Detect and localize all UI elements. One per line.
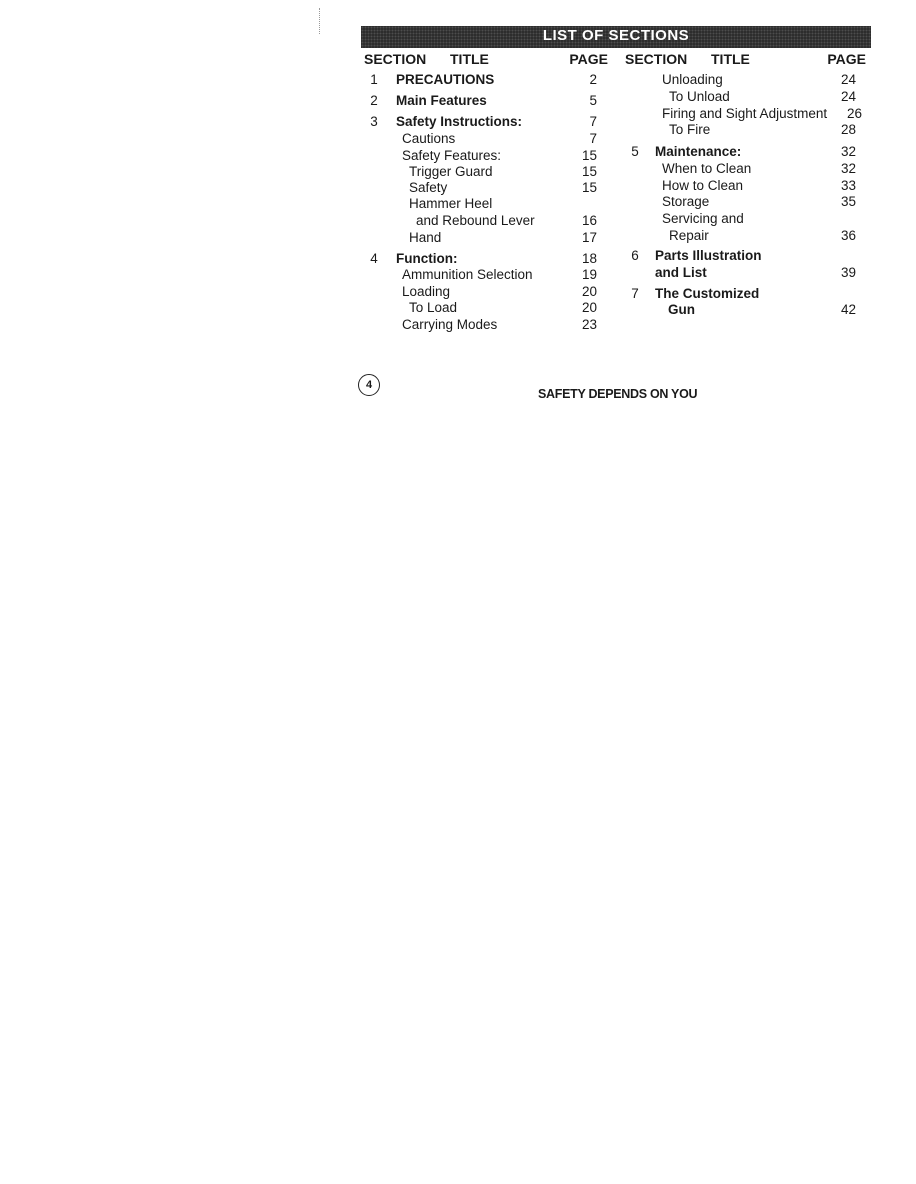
- toc-entry: [361, 250, 611, 267]
- entry-title: Hammer Heel: [409, 196, 493, 211]
- entry-page: 24: [840, 72, 856, 87]
- toc-entry: [620, 193, 860, 210]
- entry-page: 18: [581, 251, 597, 266]
- toc-entry: [361, 316, 611, 333]
- toc-entry: [620, 264, 860, 281]
- toc-entry: [361, 113, 611, 130]
- entry-page: 20: [581, 284, 597, 299]
- section-header: SECTION: [625, 51, 688, 67]
- toc-entry: [361, 92, 611, 109]
- toc-entry: [361, 266, 611, 283]
- toc-entry: [361, 229, 611, 246]
- entry-page: 16: [581, 213, 597, 228]
- entry-page: 19: [581, 267, 597, 282]
- entry-title: Maintenance:: [655, 144, 742, 159]
- entry-page: 36: [840, 228, 856, 243]
- section-number: 6: [631, 248, 639, 263]
- toc-entry: [361, 147, 611, 164]
- toc-entry: [361, 179, 611, 196]
- entry-page: 32: [840, 161, 856, 176]
- entry-page: 17: [581, 230, 597, 245]
- entry-page: 26: [846, 106, 862, 121]
- entry-title: Storage: [662, 194, 710, 209]
- page-header: PAGE: [827, 51, 866, 67]
- entry-title: Firing and Sight Adjustment: [662, 106, 828, 121]
- toc-entry: [620, 210, 860, 227]
- entry-title: To Load: [409, 300, 458, 315]
- toc-entry: [620, 160, 860, 177]
- entry-page: 42: [840, 302, 856, 317]
- entry-title: Safety Instructions:: [396, 114, 523, 129]
- page-number-badge: 4: [358, 374, 380, 396]
- toc-entry: [361, 212, 611, 229]
- entry-title: Trigger Guard: [409, 164, 493, 179]
- toc-entry: [620, 105, 866, 122]
- entry-title: PRECAUTIONS: [396, 72, 495, 87]
- entry-page: 39: [840, 265, 856, 280]
- toc-entry: [620, 177, 860, 194]
- entry-page: 15: [581, 148, 597, 163]
- toc-entry: [620, 227, 860, 244]
- toc-entry: [620, 121, 860, 138]
- section-header: SECTION: [364, 51, 427, 67]
- section-number: 4: [370, 251, 378, 266]
- entry-title: Carrying Modes: [402, 317, 498, 332]
- toc-entry: [361, 71, 611, 88]
- entry-page: 23: [581, 317, 597, 332]
- toc-entry: [361, 195, 611, 212]
- entry-title: Function:: [396, 251, 458, 266]
- entry-page: 7: [589, 114, 597, 129]
- entry-page: 5: [589, 93, 597, 108]
- entry-page: 20: [581, 300, 597, 315]
- toc-entry: [620, 88, 860, 105]
- entry-title: Hand: [409, 230, 442, 245]
- toc-entry: [620, 143, 860, 160]
- entry-title: and List: [655, 265, 707, 280]
- entry-title: Gun: [668, 302, 695, 317]
- entry-title: Ammunition Selection: [402, 267, 533, 282]
- entry-title: Servicing and: [662, 211, 744, 226]
- section-number: 5: [631, 144, 639, 159]
- entry-page: 35: [840, 194, 856, 209]
- entry-title: Unloading: [662, 72, 723, 87]
- toc-entry: [620, 71, 860, 88]
- entry-page: 7: [589, 131, 597, 146]
- footer-slogan: SAFETY DEPENDS ON YOU: [538, 387, 698, 401]
- toc-entry: [620, 301, 860, 318]
- entry-title: To Unload: [669, 89, 730, 104]
- entry-page: 32: [840, 144, 856, 159]
- entry-page: 15: [581, 164, 597, 179]
- entry-title: Parts Illustration: [655, 248, 762, 263]
- page-header: PAGE: [569, 51, 608, 67]
- entry-title: The Customized: [655, 286, 760, 301]
- scan-artifact: [319, 8, 321, 34]
- toc-entry: [361, 130, 611, 147]
- entry-title: When to Clean: [662, 161, 752, 176]
- entry-title: How to Clean: [662, 178, 744, 193]
- section-number: 1: [370, 72, 378, 87]
- entry-title: and Rebound Lever: [416, 213, 535, 228]
- toc-entry: [620, 285, 860, 302]
- entry-title: To Fire: [669, 122, 711, 137]
- title-header: TITLE: [450, 51, 489, 67]
- entry-page: 2: [589, 72, 597, 87]
- right-column-header: [620, 51, 866, 68]
- section-number: 3: [370, 114, 378, 129]
- banner-title: LIST OF SECTIONS: [542, 27, 690, 44]
- entry-title: Main Features: [396, 93, 487, 108]
- section-number: 2: [370, 93, 378, 108]
- title-header: TITLE: [711, 51, 750, 67]
- entry-title: Safety Features:: [402, 148, 502, 163]
- section-number: 7: [631, 286, 639, 301]
- entry-title: Repair: [669, 228, 709, 243]
- toc-entry: [361, 163, 611, 180]
- entry-title: Cautions: [402, 131, 456, 146]
- list-of-sections-banner: [361, 26, 871, 48]
- toc-entry: [361, 299, 611, 316]
- entry-page: 15: [581, 180, 597, 195]
- entry-title: Loading: [402, 284, 451, 299]
- entry-title: Safety: [409, 180, 448, 195]
- left-column-header: [361, 51, 611, 68]
- toc-entry: [361, 283, 611, 300]
- toc-entry: [620, 247, 860, 264]
- entry-page: 28: [840, 122, 856, 137]
- entry-page: 24: [840, 89, 856, 104]
- entry-page: 33: [840, 178, 856, 193]
